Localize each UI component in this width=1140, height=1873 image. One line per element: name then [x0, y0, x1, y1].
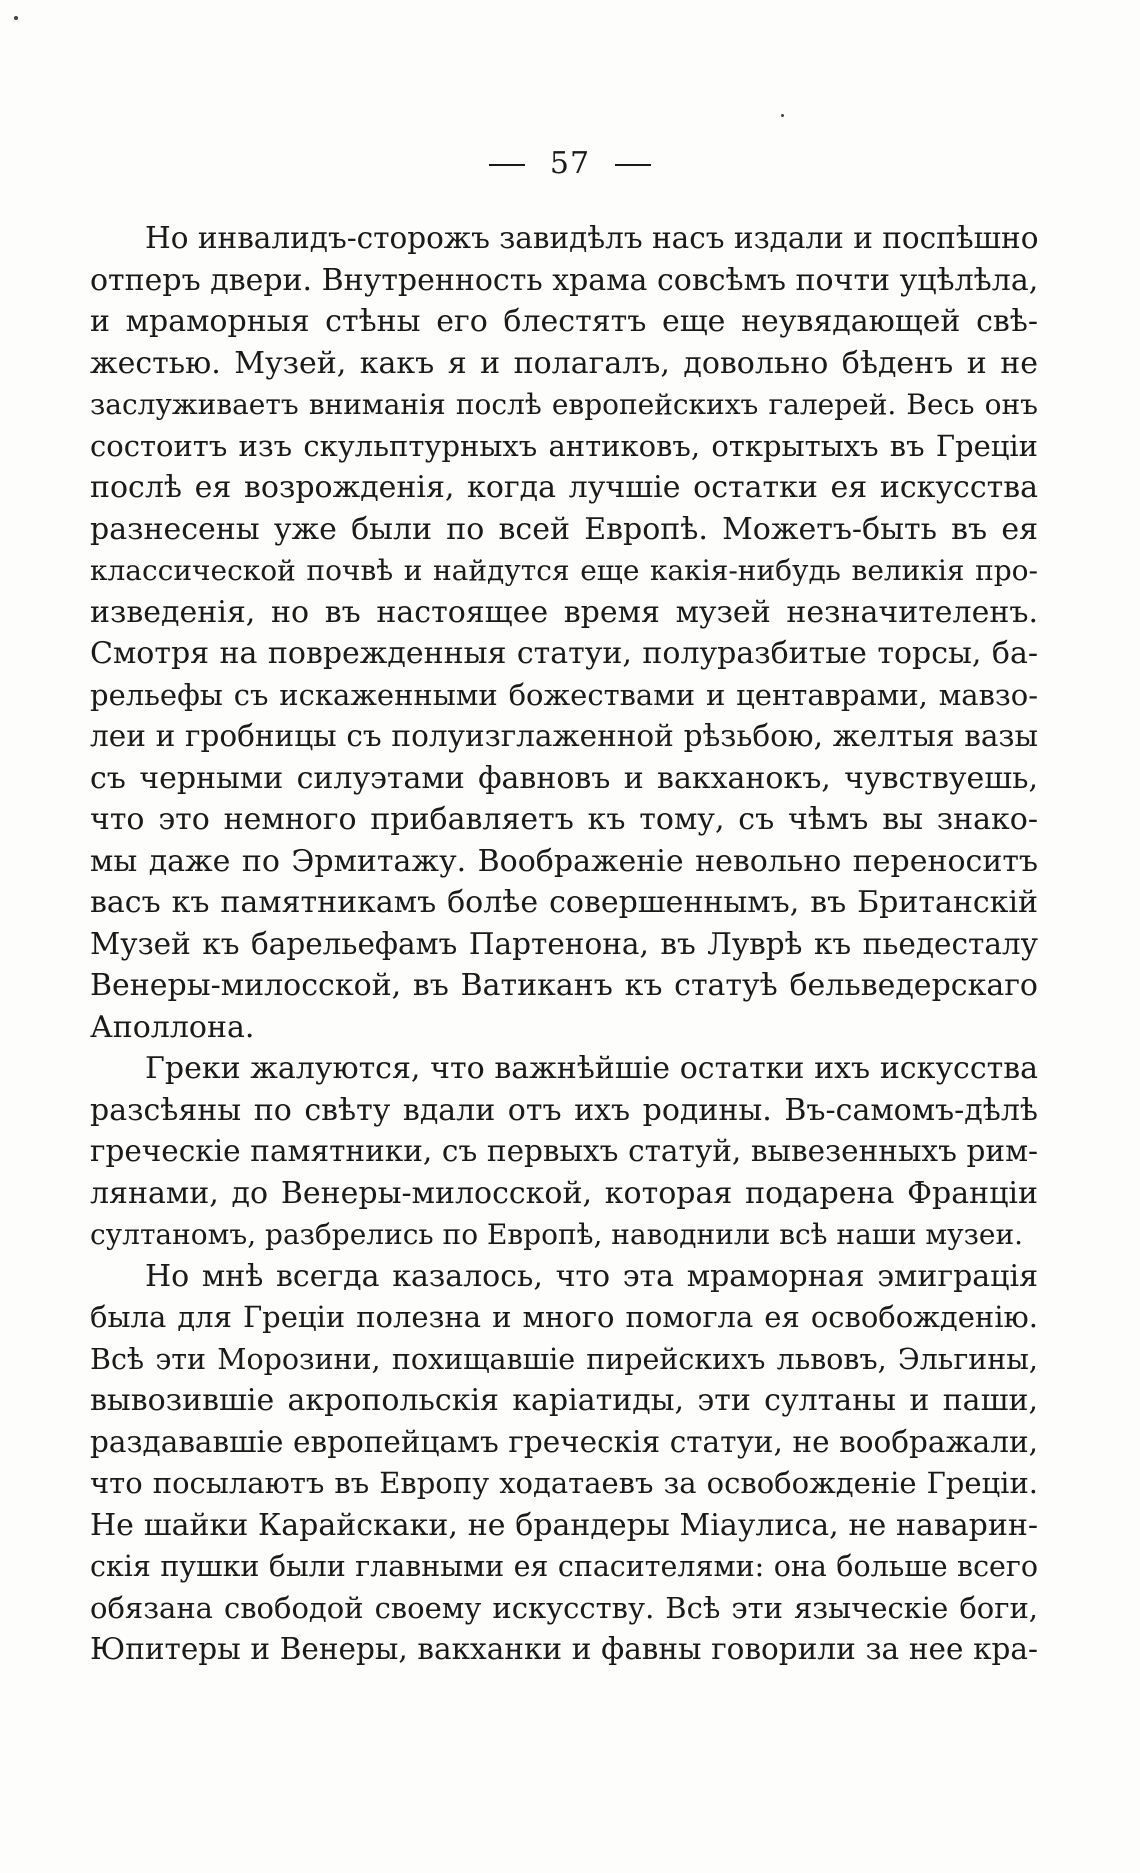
text-line: съ черными силуэтами фавновъ и вакханокъ, чувствуешь, — [90, 760, 1038, 796]
text-line: была для Греціи полезна и много помогла ея освобожденію. — [90, 1300, 1038, 1334]
text-line: что это немного прибавляетъ къ тому, съ чѣмъ вы знако- — [90, 802, 1038, 837]
text-line: заслуживаетъ вниманія послѣ европейскихъ галерей. Весь онъ — [90, 388, 1038, 421]
text-line: Но инвалидъ-сторожъ завидѣлъ насъ издали и поспѣшно — [145, 221, 1039, 255]
text-line: Не шайки Карайскаки, не брандеры Міаулиса, не наварин- — [90, 1507, 1038, 1543]
text-line: Греки жалуются, что важнѣйшіе остатки ихъ искусства — [145, 1051, 1038, 1086]
print-speck — [14, 16, 18, 20]
text-line: и мраморныя стѣны его блестятъ еще неувядающей свѣ- — [90, 304, 1038, 339]
text-line: Смотря на поврежденныя статуи, полуразбитые торсы, ба- — [90, 636, 1038, 671]
text-line: султаномъ, разбрелись по Европѣ, наводнили всѣ наши музеи. — [90, 1218, 1024, 1251]
text-line: Музей къ барельефамъ Партенона, въ Луврѣ къ пьедесталу — [90, 926, 1038, 961]
page-number-dash-right — [615, 164, 651, 166]
text-line: разнесены уже были по всей Европѣ. Можетъ-быть въ ея — [90, 511, 1038, 547]
text-line: изведенія, но въ настоящее время музей незначителенъ. — [90, 594, 1038, 630]
body-text — [90, 218, 1038, 1671]
text-line: леи и гробницы съ полуизглаженной рѣзьбою, желтыя вазы — [90, 719, 1038, 753]
text-line: лянами, до Венеры-милосской, которая подарена Франціи — [90, 1175, 1038, 1211]
text-line: что посылаютъ въ Европу ходатаевъ за освобожденіе Греціи. — [90, 1466, 1038, 1500]
text-line: вывозившіе акропольскія каріатиды, эти султаны и паши, — [90, 1383, 1038, 1418]
text-line: рельефы съ искаженными божествами и центаврами, мавзо- — [90, 677, 1038, 712]
text-line: мы даже по Эрмитажу. Воображеніе невольно переноситъ — [90, 843, 1038, 879]
text-line: Аполлона. — [90, 1009, 255, 1045]
text-line: греческіе памятники, съ первыхъ статуй, вывезенныхъ рим- — [90, 1134, 1038, 1168]
text-line: скія пушки были главными ея спасителями: она больше всего — [90, 1550, 1038, 1583]
text-line: Но мнѣ всегда казалось, что эта мраморная эмиграція — [145, 1258, 1038, 1294]
text-line: Венеры-милосской, въ Ватиканъ къ статуѣ бельведерскаго — [90, 968, 1038, 1003]
text-line: обязана свободой своему искусству. Всѣ эти языческіе боги, — [90, 1590, 1038, 1625]
text-line: васъ къ памятникамъ болѣе совершеннымъ, въ Британскій — [90, 885, 1038, 920]
text-line: Всѣ эти Морозини, похищавшіе пирейскихъ львовъ, Эльгины, — [90, 1342, 1038, 1376]
print-speck — [781, 114, 784, 117]
text-line: классической почвѣ и найдутся еще какія-нибудь великія про- — [90, 554, 1038, 587]
text-line: раздававшіе европейцамъ греческія статуи, не воображали, — [90, 1424, 1038, 1459]
text-line: состоитъ изъ скульптурныхъ антиковъ, открытыхъ въ Греціи — [90, 428, 1038, 463]
page-number — [0, 146, 1140, 181]
page-number-dash-left — [489, 164, 525, 166]
page-number-value: 57 — [549, 146, 591, 181]
text-line: отперъ двери. Внутренность храма совсѣмъ почти уцѣлѣла, — [90, 262, 1039, 298]
text-line: разсѣяны по свѣту вдали отъ ихъ родины. Въ-самомъ-дѣлѣ — [90, 1092, 1038, 1128]
text-line: Юпитеры и Венеры, вакханки и фавны говорили за нее кра- — [90, 1632, 1038, 1666]
text-line: жестью. Музей, какъ я и полагалъ, довольно бѣденъ и не — [90, 345, 1038, 381]
text-line: послѣ ея возрожденія, когда лучшіе остатки ея искусства — [90, 470, 1038, 505]
